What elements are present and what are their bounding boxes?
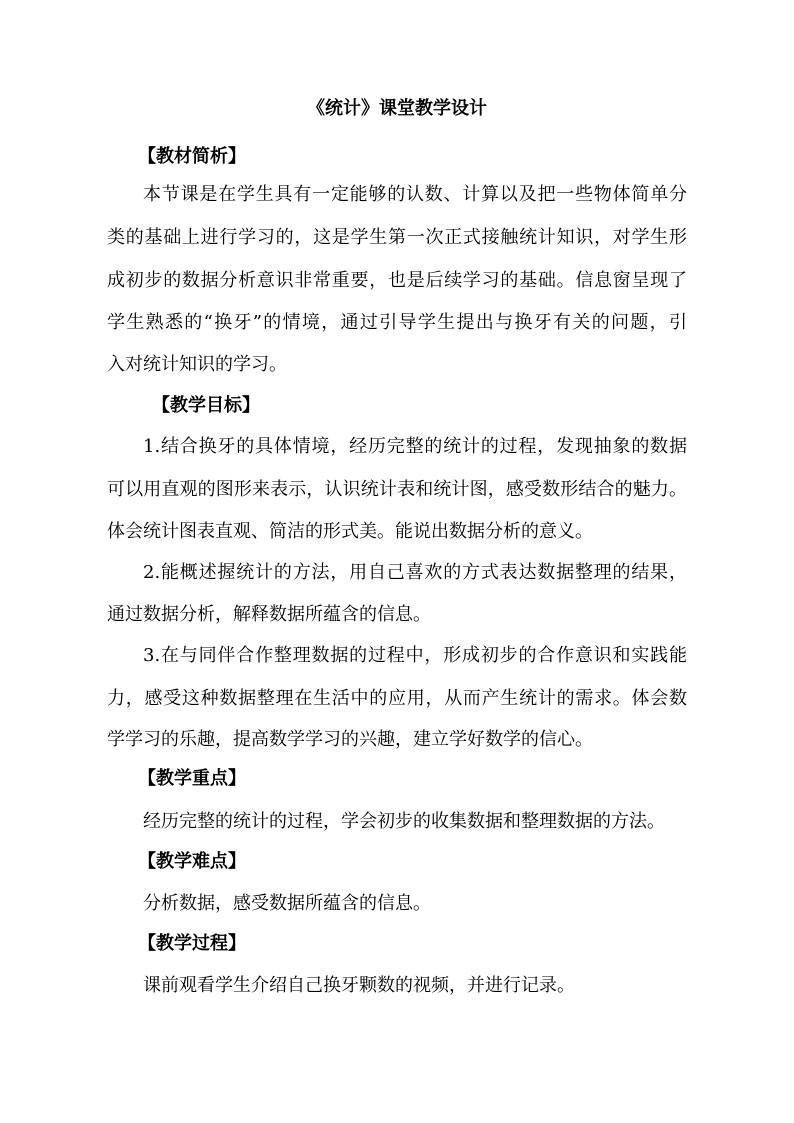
goal1-line-2: 可以用直观的图形来表示，认识统计表和统计图，感受数形结合的魅力。 [107,479,687,500]
key-points-text: 经历完整的统计的过程，学会初步的收集数据和整理数据的方法。 [143,811,665,832]
difficulties-text: 分析数据，感受数据所蕴含的信息。 [143,893,431,914]
process-text: 课前观看学生介绍自己换牙颗数的视频，并进行记录。 [143,975,575,996]
heading-materials: 【教材简析】 [138,146,246,167]
goal1-line-3: 体会统计图表直观、简洁的形式美。能说出数据分析的意义。 [107,521,593,542]
materials-line-2: 类的基础上进行学习的，这是学生第一次正式接触统计知识，对学生形 [107,227,687,248]
heading-process: 【教学过程】 [138,933,246,954]
heading-difficulties: 【教学难点】 [138,851,246,872]
goal2-line-2: 通过数据分析，解释数据所蕴含的信息。 [107,604,431,625]
materials-line-3: 成初步的数据分析意识非常重要，也是后续学习的基础。信息窗呈现了 [107,270,687,291]
goal3-line-2: 力，感受这种数据整理在生活中的应用，从而产生统计的需求。体会数 [107,688,687,709]
goal3-line-1: 3.在与同伴合作整理数据的过程中，形成初步的合作意识和实践能 [143,645,687,666]
goal3-line-3: 学学习的乐趣，提高数学学习的兴趣，建立学好数学的信心。 [107,729,593,750]
heading-key-points: 【教学重点】 [138,768,246,789]
heading-objectives: 【教学目标】 [152,395,260,416]
goal2-line-1: 2.能概述握统计的方法，用自己喜欢的方式表达数据整理的结果， [143,562,687,583]
goal1-line-1: 1.结合换牙的具体情境，经历完整的统计的过程，发现抽象的数据 [143,436,687,457]
document-title: 《统计》课堂教学设计 [307,98,487,119]
materials-line-4: 学生熟悉的“换牙”的情境，通过引导学生提出与换牙有关的问题，引 [107,312,687,333]
materials-line-5: 入对统计知识的学习。 [107,354,287,375]
materials-line-1: 本节课是在学生具有一定能够的认数、计算以及把一些物体简单分 [143,184,687,205]
